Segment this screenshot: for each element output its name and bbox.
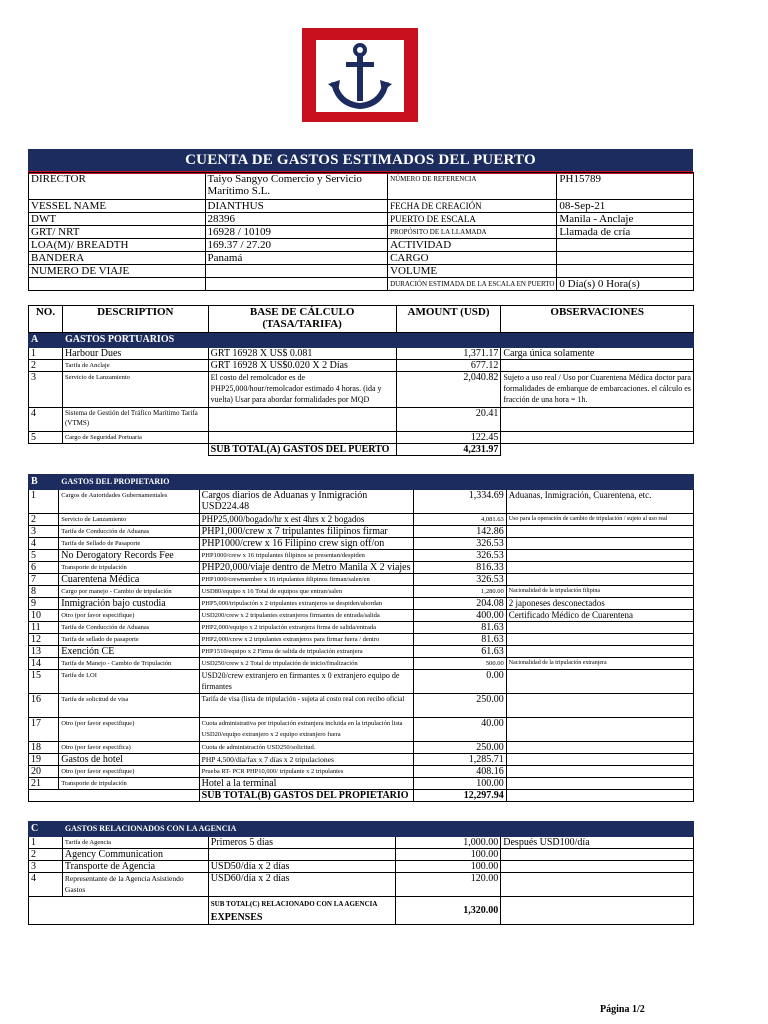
row-base bbox=[208, 408, 396, 432]
row-desc: Tarifa de Anclaje bbox=[62, 360, 208, 372]
row-desc: Cuarentena Médica bbox=[59, 574, 199, 586]
row-no: 18 bbox=[29, 742, 59, 754]
row-obs: Nacionalidad de la tripulación extranjera bbox=[506, 658, 693, 670]
row-amount: 100.00 bbox=[396, 861, 501, 873]
row-desc: Cargos de Autoridades Gubernamentales bbox=[59, 490, 199, 514]
label-creation-date: FECHA DE CREACIÓN bbox=[388, 200, 557, 213]
row-amount: 40.00 bbox=[413, 718, 506, 742]
value-voyage bbox=[205, 265, 388, 278]
row-base: PHP20,000/viaje dentro de Metro Manila X 2 viajes bbox=[199, 562, 413, 574]
col-base: BASE DE CÁLCULO (TASA/TARIFA) bbox=[208, 306, 396, 333]
row-no: 1 bbox=[29, 348, 63, 360]
label-volume: VOLUME bbox=[388, 265, 557, 278]
row-obs bbox=[506, 634, 693, 646]
value-reference: PH15789 bbox=[557, 173, 694, 200]
row-no: 11 bbox=[29, 622, 59, 634]
spacer bbox=[29, 897, 63, 925]
section-a-title: GASTOS PORTUARIOS bbox=[62, 333, 693, 348]
spacer bbox=[506, 790, 693, 802]
row-desc: Tarifa de LOI bbox=[59, 670, 199, 694]
value-activity bbox=[557, 239, 694, 252]
row-no: 8 bbox=[29, 586, 59, 598]
label-dwt: DWT bbox=[29, 213, 206, 226]
row-obs bbox=[506, 670, 693, 694]
row-amount: 1,280.00 bbox=[413, 586, 506, 598]
row-desc: Tarifa de Agencia bbox=[62, 837, 208, 849]
row-base bbox=[208, 849, 396, 861]
row-amount: 61.63 bbox=[413, 646, 506, 658]
row-base: PHP5,000/tripulación x 2 tripulantes extranjeros se despiden/abordan bbox=[199, 598, 413, 610]
row-desc: Otro (por favor especifique) bbox=[59, 718, 199, 742]
subtotal-b-value: 12,297.94 bbox=[413, 790, 506, 802]
row-base: USD250/crew x 2 Total de tripulación de inicio/finalización bbox=[199, 658, 413, 670]
label-activity: ACTIVIDAD bbox=[388, 239, 557, 252]
row-amount: 1,000.00 bbox=[396, 837, 501, 849]
row-obs: Certificado Médico de Cuarentena bbox=[506, 610, 693, 622]
row-no: 2 bbox=[29, 514, 59, 526]
label-voyage: NUMERO DE VIAJE bbox=[29, 265, 206, 278]
row-desc: Cargo de Seguridad Portuaria bbox=[62, 432, 208, 444]
row-amount: 408.16 bbox=[413, 766, 506, 778]
row-desc: Exención CE bbox=[59, 646, 199, 658]
row-amount: 326.53 bbox=[413, 538, 506, 550]
row-no: 2 bbox=[29, 849, 63, 861]
row-amount: 120.00 bbox=[396, 873, 501, 897]
label-loa: LOA(M)/ BREADTH bbox=[29, 239, 206, 252]
row-desc: Servicio de Lanzamiento bbox=[62, 372, 208, 408]
row-desc: Otro (por favor especifique) bbox=[59, 610, 199, 622]
row-base: PHP2,000/crew x 2 tripulantes extranjeros para firmar fuera / dentro bbox=[199, 634, 413, 646]
row-desc: Gastos de hotel bbox=[59, 754, 199, 766]
row-base: PHP1000/crew x 16 tripulantes filipinos se presentan/despiden bbox=[199, 550, 413, 562]
row-obs: Nacionalidad de la tripulación filipina bbox=[506, 586, 693, 598]
row-obs bbox=[506, 766, 693, 778]
row-amount: 326.53 bbox=[413, 550, 506, 562]
row-obs: Después USD100/día bbox=[501, 837, 694, 849]
row-obs bbox=[501, 861, 694, 873]
row-base: El costo del remolcador es de PHP25,000/hour/remolcador estimado 4 horas. (ida y vuelta) Usar para abordar formalidades por MQD bbox=[208, 372, 396, 408]
label-purpose: PROPÓSITO DE LA LLAMADA bbox=[388, 226, 557, 239]
row-amount: 677.12 bbox=[396, 360, 501, 372]
row-obs bbox=[506, 646, 693, 658]
row-no: 2 bbox=[29, 360, 63, 372]
row-obs bbox=[506, 778, 693, 790]
row-amount: 0.00 bbox=[413, 670, 506, 694]
value-grt: 16928 / 10109 bbox=[205, 226, 388, 239]
row-no: 4 bbox=[29, 538, 59, 550]
label-reference: NÚMERO DE REFERENCIA bbox=[388, 173, 557, 200]
section-c-letter: C bbox=[29, 822, 63, 837]
row-amount: 100.00 bbox=[413, 778, 506, 790]
row-base: USD200/crew x 2 tripulantes extranjeros firmantes de entrada/salida bbox=[199, 610, 413, 622]
row-desc: Inmigración bajo custodia bbox=[59, 598, 199, 610]
row-desc: Tarifa de Sellado de Pasaporte bbox=[59, 538, 199, 550]
row-no: 10 bbox=[29, 610, 59, 622]
row-amount: 142.86 bbox=[413, 526, 506, 538]
page-number: Página 1/2 bbox=[600, 1004, 645, 1015]
row-base: PHP 4,500/día/fax x 7 días x 2 tripulaciones bbox=[199, 754, 413, 766]
row-no: 5 bbox=[29, 432, 63, 444]
row-amount: 4,081.63 bbox=[413, 514, 506, 526]
row-base: Tarifa de visa (lista de tripulación - sujeta al costo real con recibo oficial bbox=[199, 694, 413, 718]
row-no: 19 bbox=[29, 754, 59, 766]
section-c-title: GASTOS RELACIONADOS CON LA AGENCIA bbox=[62, 822, 693, 837]
expense-table bbox=[28, 305, 694, 456]
label-vessel: VESSEL NAME bbox=[29, 200, 206, 213]
row-desc: Harbour Dues bbox=[62, 348, 208, 360]
subtotal-c-label-line2: EXPENSES bbox=[210, 912, 263, 923]
row-amount: 2,040.82 bbox=[396, 372, 501, 408]
spacer bbox=[501, 897, 694, 925]
row-amount: 204.08 bbox=[413, 598, 506, 610]
row-base: GRT 16928 X US$ 0.081 bbox=[208, 348, 396, 360]
row-desc: Tarifa de sellado de pasaporte bbox=[59, 634, 199, 646]
subtotal-c-value: 1,320.00 bbox=[396, 897, 501, 925]
row-desc: Tarifa de Manejo - Cambio de Tripulación bbox=[59, 658, 199, 670]
empty-cell bbox=[29, 278, 206, 291]
row-amount: 500.00 bbox=[413, 658, 506, 670]
subtotal-c-label bbox=[208, 897, 396, 925]
row-base: Cuota administrativa por tripulación extranjera incluida en la tripulación lista USD20/equipo extranjero x 2 equipo extranjero fuera bbox=[199, 718, 413, 742]
spacer bbox=[29, 444, 209, 456]
row-obs bbox=[506, 742, 693, 754]
row-obs bbox=[506, 562, 693, 574]
section-b-letter: B bbox=[29, 475, 59, 490]
row-obs bbox=[506, 526, 693, 538]
value-volume bbox=[557, 265, 694, 278]
row-base: USD60/día x 2 días bbox=[208, 873, 396, 897]
row-desc: Agency Communication bbox=[62, 849, 208, 861]
spacer bbox=[501, 444, 694, 456]
row-obs bbox=[506, 622, 693, 634]
row-obs: Uso para la operación de cambio de tripulación / sujeto al uso real bbox=[506, 514, 693, 526]
row-base: Cuota de administración USD250/solicitud. bbox=[199, 742, 413, 754]
row-no: 9 bbox=[29, 598, 59, 610]
row-base: Hotel a la terminal bbox=[199, 778, 413, 790]
row-obs bbox=[506, 694, 693, 718]
row-amount: 20.41 bbox=[396, 408, 501, 432]
spacer bbox=[59, 790, 199, 802]
row-no: 4 bbox=[29, 408, 63, 432]
value-cargo bbox=[557, 252, 694, 265]
spacer bbox=[62, 897, 208, 925]
row-no: 5 bbox=[29, 550, 59, 562]
row-desc: Representante de la Agencia Asistiendo Gastos bbox=[62, 873, 208, 897]
document-title: CUENTA DE GASTOS ESTIMADOS DEL PUERTO bbox=[28, 149, 693, 174]
row-base: PHP2,000/equipo x 2 tripulación extranjera firma de salida/entrada bbox=[199, 622, 413, 634]
row-obs bbox=[506, 574, 693, 586]
row-base: USD50/día x 2 días bbox=[208, 861, 396, 873]
row-base: PHP1000/crew x 16 Filipino crew sign off/on bbox=[199, 538, 413, 550]
spacer bbox=[29, 790, 59, 802]
row-no: 21 bbox=[29, 778, 59, 790]
row-amount: 250.00 bbox=[413, 742, 506, 754]
row-amount: 81.63 bbox=[413, 634, 506, 646]
label-duration: DURACIÓN ESTIMADA DE LA ESCALA EN PUERTO bbox=[388, 278, 557, 291]
header-info-table bbox=[28, 172, 694, 291]
agency-expense-table bbox=[28, 821, 694, 925]
row-obs bbox=[501, 432, 694, 444]
value-loa: 169.37 / 27.20 bbox=[205, 239, 388, 252]
subtotal-a-value: 4,231.97 bbox=[396, 444, 501, 456]
row-no: 3 bbox=[29, 861, 63, 873]
row-desc: Transporte de tripulación bbox=[59, 778, 199, 790]
row-no: 3 bbox=[29, 372, 63, 408]
label-flag: BANDERA bbox=[29, 252, 206, 265]
row-obs: Aduanas, Inmigración, Cuarentena, etc. bbox=[506, 490, 693, 514]
row-desc: Servicio de Lanzamiento bbox=[59, 514, 199, 526]
col-description: DESCRIPTION bbox=[62, 306, 208, 333]
row-base: PHP1,000/crew x 7 tripulantes filipinos firmar bbox=[199, 526, 413, 538]
row-amount: 1,371.17 bbox=[396, 348, 501, 360]
row-base: PHP1510/equipo x 2 Firma de salida de tripulación extranjera bbox=[199, 646, 413, 658]
row-obs: Sujeto a uso real / Uso por Cuarentena Médica doctor para formalidades de embarque de embarcaciones. el cálculo es fracción de una hora = 1h. bbox=[501, 372, 694, 408]
row-amount: 250.00 bbox=[413, 694, 506, 718]
company-flag-logo bbox=[302, 28, 418, 122]
row-base: Primeros 5 días bbox=[208, 837, 396, 849]
section-b-title: GASTOS DEL PROPIETARIO bbox=[59, 475, 694, 490]
subtotal-a-label: SUB TOTAL(A) GASTOS DEL PUERTO bbox=[208, 444, 396, 456]
col-no: NO. bbox=[29, 306, 63, 333]
row-no: 17 bbox=[29, 718, 59, 742]
row-desc: Cargo por manejo - Cambio de tripulación bbox=[59, 586, 199, 598]
row-no: 1 bbox=[29, 837, 63, 849]
col-amount: AMOUNT (USD) bbox=[396, 306, 501, 333]
row-desc: Transporte de Agencia bbox=[62, 861, 208, 873]
row-base: USD20/crew extranjero en firmantes x 0 extranjero equipo de firmantes bbox=[199, 670, 413, 694]
row-desc: Otro (por favor especifique) bbox=[59, 766, 199, 778]
row-amount: 326.53 bbox=[413, 574, 506, 586]
value-creation-date: 08-Sep-21 bbox=[557, 200, 694, 213]
subtotal-b-label: SUB TOTAL(B) GASTOS DEL PROPIETARIO bbox=[199, 790, 413, 802]
row-no: 14 bbox=[29, 658, 59, 670]
row-obs bbox=[506, 754, 693, 766]
label-cargo: CARGO bbox=[388, 252, 557, 265]
row-base: PHP25,000/bogado/hr x est 4hrs x 2 bogados bbox=[199, 514, 413, 526]
row-obs bbox=[506, 538, 693, 550]
subtotal-c-label-line1: SUB TOTAL(C) RELACIONADO CON LA AGENCIA bbox=[210, 900, 378, 908]
row-amount: 400.00 bbox=[413, 610, 506, 622]
row-obs bbox=[506, 718, 693, 742]
row-no: 12 bbox=[29, 634, 59, 646]
section-a-letter: A bbox=[29, 333, 63, 348]
row-desc: Tarifa de Conducción de Aduanas bbox=[59, 526, 199, 538]
row-obs bbox=[506, 550, 693, 562]
row-obs bbox=[501, 849, 694, 861]
value-dwt: 28396 bbox=[205, 213, 388, 226]
row-desc: Tarifa de solicitud de visa bbox=[59, 694, 199, 718]
row-desc: Sistema de Gestión del Tráfico Marítimo Tarifa (VTMS) bbox=[62, 408, 208, 432]
row-amount: 1,334.69 bbox=[413, 490, 506, 514]
row-desc: Otro (por favor especifica) bbox=[59, 742, 199, 754]
owner-expense-table bbox=[28, 474, 694, 802]
row-no: 4 bbox=[29, 873, 63, 897]
row-no: 6 bbox=[29, 562, 59, 574]
row-base: GRT 16928 X US$0.020 X 2 Días bbox=[208, 360, 396, 372]
row-obs: Carga única solamente bbox=[501, 348, 694, 360]
row-no: 20 bbox=[29, 766, 59, 778]
value-purpose: Llamada de cría bbox=[557, 226, 694, 239]
row-no: 16 bbox=[29, 694, 59, 718]
value-port: Manila - Anclaje bbox=[557, 213, 694, 226]
row-no: 7 bbox=[29, 574, 59, 586]
row-no: 13 bbox=[29, 646, 59, 658]
row-obs bbox=[501, 360, 694, 372]
row-base: Cargos diarios de Aduanas y Inmigración USD224.48 bbox=[199, 490, 413, 514]
row-no: 1 bbox=[29, 490, 59, 514]
col-observations: OBSERVACIONES bbox=[501, 306, 694, 333]
label-grt: GRT/ NRT bbox=[29, 226, 206, 239]
row-amount: 122.45 bbox=[396, 432, 501, 444]
value-vessel: DIANTHUS bbox=[205, 200, 388, 213]
row-desc: Tarifa de Conducción de Aduanas bbox=[59, 622, 199, 634]
row-obs bbox=[501, 873, 694, 897]
label-director: DIRECTOR bbox=[29, 173, 206, 200]
row-amount: 1,285.71 bbox=[413, 754, 506, 766]
row-amount: 100.00 bbox=[396, 849, 501, 861]
row-no: 3 bbox=[29, 526, 59, 538]
empty-cell bbox=[205, 278, 388, 291]
row-base: PHP1000/crewmember x 16 tripulantes filipinos firman/salen/en bbox=[199, 574, 413, 586]
row-base: Prueba RT- PCR PHP10,000/ tripulante x 2 tripulantes bbox=[199, 766, 413, 778]
row-obs bbox=[501, 408, 694, 432]
row-amount: 81.63 bbox=[413, 622, 506, 634]
row-no: 15 bbox=[29, 670, 59, 694]
row-obs: 2 japoneses desconectados bbox=[506, 598, 693, 610]
row-amount: 816.33 bbox=[413, 562, 506, 574]
row-base bbox=[208, 432, 396, 444]
anchor-icon bbox=[320, 36, 400, 116]
value-flag: Panamá bbox=[205, 252, 388, 265]
label-port: PUERTO DE ESCALA bbox=[388, 213, 557, 226]
row-desc: Transporte de tripulación bbox=[59, 562, 199, 574]
value-director: Taiyo Sangyo Comercio y Servicio Marítimo S.L. bbox=[205, 173, 388, 200]
row-desc: No Derogatory Records Fee bbox=[59, 550, 199, 562]
row-base: USD80/equipo x 16 Total de equipos que entran/salen bbox=[199, 586, 413, 598]
value-duration: 0 Día(s) 0 Hora(s) bbox=[557, 278, 694, 291]
